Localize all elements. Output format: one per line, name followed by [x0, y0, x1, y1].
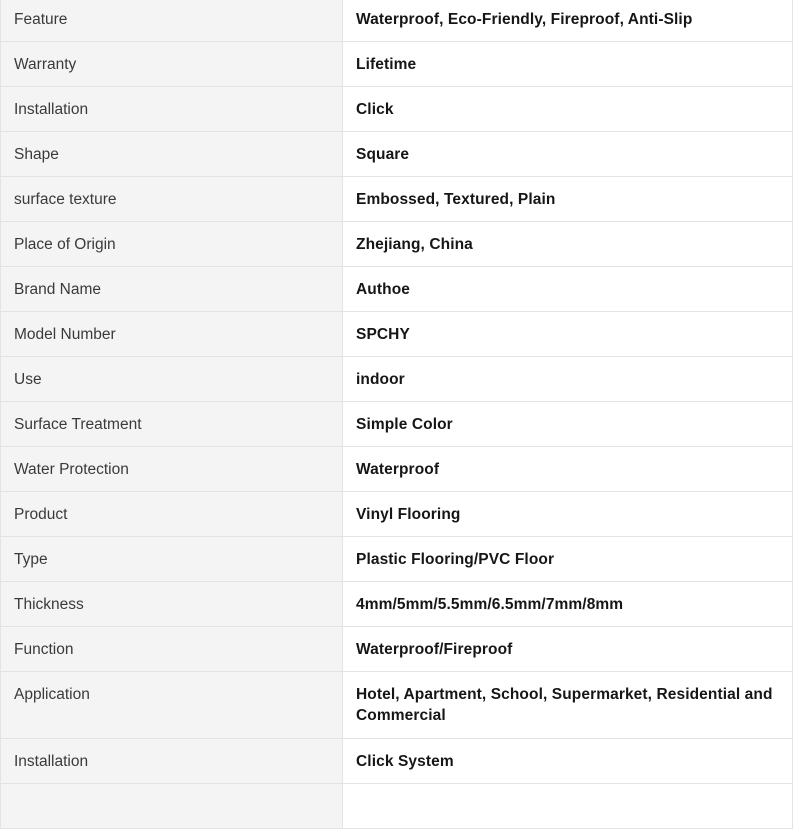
table-row: [1, 627, 793, 672]
spec-value: Square: [343, 132, 793, 177]
table-row: [1, 177, 793, 222]
spec-value: Authoe: [343, 267, 793, 312]
spec-label: Type: [1, 537, 343, 582]
spec-value: Simple Color: [343, 402, 793, 447]
spec-value: SPCHY: [343, 312, 793, 357]
table-row: [1, 447, 793, 492]
spec-label: Thickness: [1, 582, 343, 627]
spec-value: Embossed, Textured, Plain: [343, 177, 793, 222]
spec-value: Zhejiang, China: [343, 222, 793, 267]
table-row: [1, 784, 793, 829]
spec-label: Water Protection: [1, 447, 343, 492]
spec-label: [1, 784, 343, 829]
spec-value: Waterproof: [343, 447, 793, 492]
table-row: [1, 739, 793, 784]
spec-label: Model Number: [1, 312, 343, 357]
spec-label: Feature: [1, 0, 343, 42]
spec-value: Hotel, Apartment, School, Supermarket, Residential and Commercial: [343, 672, 793, 739]
spec-label: Shape: [1, 132, 343, 177]
table-row: [1, 402, 793, 447]
spec-label: Place of Origin: [1, 222, 343, 267]
table-row: [1, 132, 793, 177]
table-row: [1, 672, 793, 739]
spec-value: Lifetime: [343, 42, 793, 87]
table-row: [1, 42, 793, 87]
spec-value: Click System: [343, 739, 793, 784]
table-row: [1, 87, 793, 132]
spec-value: Waterproof, Eco-Friendly, Fireproof, Anti-Slip: [343, 0, 793, 42]
table-row: [1, 492, 793, 537]
table-row: [1, 222, 793, 267]
spec-label: surface texture: [1, 177, 343, 222]
spec-value: Waterproof/Fireproof: [343, 627, 793, 672]
spec-value: Vinyl Flooring: [343, 492, 793, 537]
spec-label: Application: [1, 672, 343, 739]
spec-label: Use: [1, 357, 343, 402]
spec-label: Installation: [1, 87, 343, 132]
spec-label: Warranty: [1, 42, 343, 87]
table-row: [1, 312, 793, 357]
table-row: [1, 582, 793, 627]
spec-value: Plastic Flooring/PVC Floor: [343, 537, 793, 582]
table-row: [1, 357, 793, 402]
spec-label: Surface Treatment: [1, 402, 343, 447]
spec-value: indoor: [343, 357, 793, 402]
spec-label: Installation: [1, 739, 343, 784]
spec-value: 4mm/5mm/5.5mm/6.5mm/7mm/8mm: [343, 582, 793, 627]
table-row: [1, 537, 793, 582]
table-row: [1, 267, 793, 312]
spec-label: Brand Name: [1, 267, 343, 312]
table-row: [1, 0, 793, 42]
spec-value: Click: [343, 87, 793, 132]
spec-table-body: [1, 0, 793, 829]
spec-value: [343, 784, 793, 829]
spec-label: Function: [1, 627, 343, 672]
spec-label: Product: [1, 492, 343, 537]
